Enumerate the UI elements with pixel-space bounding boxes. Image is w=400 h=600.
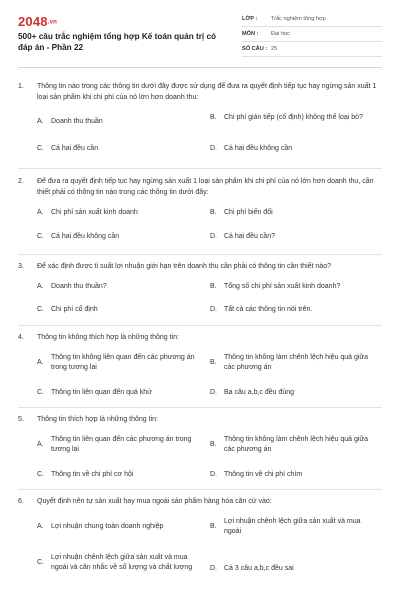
option-letter: D. — [210, 388, 217, 396]
option-letter: C. — [37, 233, 44, 240]
divider — [18, 407, 382, 408]
meta-value: Đại học — [271, 31, 290, 37]
meta-row-count — [242, 42, 382, 57]
option-letter: C. — [37, 470, 44, 478]
option-text: Chi phí sản xuất kinh doanh — [51, 209, 138, 216]
question-number: 4. — [18, 334, 24, 341]
option-d[interactable] — [210, 232, 378, 243]
option-text: Cả hai đều cần? — [224, 233, 275, 240]
option-text: Thông tin liên quan đến quá khứ — [51, 388, 152, 396]
question-number: 5. — [18, 416, 24, 423]
option-letter: B. — [210, 358, 217, 366]
question-6 — [18, 497, 378, 600]
option-d[interactable] — [210, 144, 378, 155]
option-list — [37, 517, 378, 600]
option-letter: C. — [37, 305, 44, 313]
question-number: 2. — [18, 178, 24, 185]
option-text: Chi phí biến đổi — [224, 209, 273, 216]
option-letter: B. — [210, 522, 217, 530]
option-letter: C. — [37, 145, 44, 152]
meta-table — [242, 12, 382, 57]
option-letter: A. — [37, 522, 44, 530]
option-letter: C. — [37, 558, 44, 566]
option-c[interactable] — [37, 305, 197, 316]
option-letter: B. — [210, 282, 217, 290]
question-text — [18, 333, 378, 344]
option-text: Cả hai đều không cần — [51, 233, 120, 240]
option-text: Thông tin liên quan đến các phương án trong tương lai — [51, 435, 192, 453]
meta-value: Trắc nghiệm tổng hợp — [271, 16, 326, 22]
option-b[interactable] — [210, 113, 378, 124]
option-d[interactable] — [210, 470, 378, 481]
question-body: Để xác định được tỉ suất lợi nhuận giới hạn trên doanh thu cần phải có thông tin cần thiết nào? — [37, 263, 331, 270]
option-d[interactable] — [210, 388, 378, 399]
divider — [18, 168, 382, 169]
option-letter: A. — [37, 282, 44, 290]
option-b[interactable] — [210, 517, 378, 538]
document-header — [18, 0, 382, 68]
option-c[interactable] — [37, 553, 197, 574]
option-letter: D. — [210, 305, 217, 313]
option-letter: D. — [210, 470, 217, 478]
option-letter: A. — [37, 440, 44, 448]
meta-value: 25 — [271, 46, 278, 52]
option-text: Doanh thu thuần — [51, 118, 103, 125]
question-body: Thông tin thích hợp là những thông tin: — [37, 416, 158, 423]
option-letter: B. — [210, 209, 217, 216]
option-letter: D. — [210, 564, 217, 572]
option-b[interactable] — [210, 282, 378, 293]
option-text: Thông tin không liên quan đến các phương án trong tương lai — [51, 353, 195, 371]
option-text: Doanh thu thuần? — [51, 282, 107, 290]
option-text: Cả hai đều cần — [51, 145, 99, 152]
option-b[interactable] — [210, 208, 378, 219]
option-text: Tất cả các thông tin nói trên. — [224, 305, 313, 313]
option-letter: A. — [37, 358, 44, 366]
question-number: 1. — [18, 83, 24, 90]
option-a[interactable] — [37, 117, 197, 128]
meta-row-class — [242, 12, 382, 27]
divider — [18, 325, 382, 326]
question-body: Để đưa ra quyết định tiếp tục hay ngừng sản xuất 1 loại sản phẩm khi chi phí của nó lớn hơn doanh thu, cần thiết phải có thông tin nào trong các thông tin dưới đây: — [37, 178, 374, 196]
option-list — [37, 353, 378, 399]
option-d[interactable] — [210, 305, 378, 316]
option-c[interactable] — [37, 388, 197, 399]
question-number: 3. — [18, 263, 24, 270]
question-text — [18, 497, 378, 508]
option-text: Ba câu a,b,c đều đúng — [224, 388, 295, 396]
option-letter: B. — [210, 440, 217, 448]
question-text — [18, 177, 378, 198]
option-a[interactable] — [37, 353, 197, 374]
option-a[interactable] — [37, 282, 197, 293]
question-body: Quyết định nên tự sản xuất hay mua ngoài sản phẩm hàng hóa căn cứ vào: — [37, 498, 272, 505]
option-text: Cả 3 câu a,b,c đều sai — [224, 564, 294, 572]
meta-label: SỐ CÂU : — [242, 46, 268, 52]
option-letter: A. — [37, 118, 44, 125]
question-number: 6. — [18, 498, 24, 505]
option-c[interactable] — [37, 232, 197, 243]
option-a[interactable] — [37, 522, 197, 533]
option-d[interactable] — [210, 564, 378, 575]
meta-label: LỚP : — [242, 16, 258, 22]
option-text: Thông tin không làm chênh lệch hiệu quả giữa các phương án — [224, 353, 369, 371]
option-list — [37, 282, 378, 322]
option-text: Chi phí gián tiếp (cố định) không thể loại bỏ? — [224, 114, 363, 121]
question-5 — [18, 415, 378, 481]
option-text: Thông tin về chi phí chìm — [224, 470, 303, 478]
question-4 — [18, 333, 378, 399]
question-text — [18, 415, 378, 426]
document-title: 500+ câu trắc nghiệm tổng hợp Kế toán quản trị có đáp án - Phần 22 — [18, 32, 217, 52]
meta-row-subject — [242, 27, 382, 42]
option-a[interactable] — [37, 208, 197, 219]
question-text — [18, 82, 378, 103]
option-text: Thông tin không làm chênh lệch hiệu quả giữa các phương án — [224, 435, 369, 453]
option-list — [37, 435, 378, 481]
logo-main: 2048 — [18, 14, 48, 29]
divider — [18, 254, 382, 255]
option-text: Lợi nhuận chênh lệch giữa sản xuất và mua ngoài — [224, 517, 361, 535]
option-text: Thông tin về chi phí cơ hội — [51, 470, 134, 478]
option-letter: A. — [37, 209, 44, 216]
option-letter: D. — [210, 145, 217, 152]
option-b[interactable] — [210, 435, 378, 456]
option-text: Lợi nhuận chung toàn doanh nghiệp — [51, 522, 164, 530]
question-body: Thông tin không thích hợp là những thông tin: — [37, 334, 179, 341]
question-2 — [18, 177, 378, 248]
option-c[interactable] — [37, 470, 197, 481]
logo-tld: .vn — [47, 19, 58, 26]
option-letter: C. — [37, 388, 44, 396]
question-text — [18, 262, 378, 273]
option-text: Chi phí cố định — [51, 305, 98, 313]
option-list — [37, 113, 378, 155]
option-text: Tổng số chi phí sản xuất kinh doanh? — [224, 282, 341, 290]
option-text: Cả hai đều không cần — [224, 145, 293, 152]
option-b[interactable] — [210, 353, 378, 374]
option-c[interactable] — [37, 144, 197, 155]
option-a[interactable] — [37, 435, 197, 456]
question-3 — [18, 262, 378, 322]
option-letter: D. — [210, 233, 217, 240]
divider — [18, 489, 382, 490]
question-1 — [18, 82, 378, 155]
option-letter: B. — [210, 114, 217, 121]
site-logo[interactable] — [18, 14, 57, 29]
question-body: Thông tin nào trong các thông tin dưới đây được sử dụng để đưa ra quyết định tiếp tục hay ngừng sản xuất 1 loại sản phẩm khi chi phí của nó lớn hơn doanh thu: — [37, 83, 377, 101]
option-list — [37, 208, 378, 248]
option-text: Lợi nhuận chênh lệch giữa sản xuất và mua ngoài và cân nhắc về số lượng và chất lượng — [51, 553, 193, 571]
meta-label: MÔN : — [242, 31, 259, 37]
